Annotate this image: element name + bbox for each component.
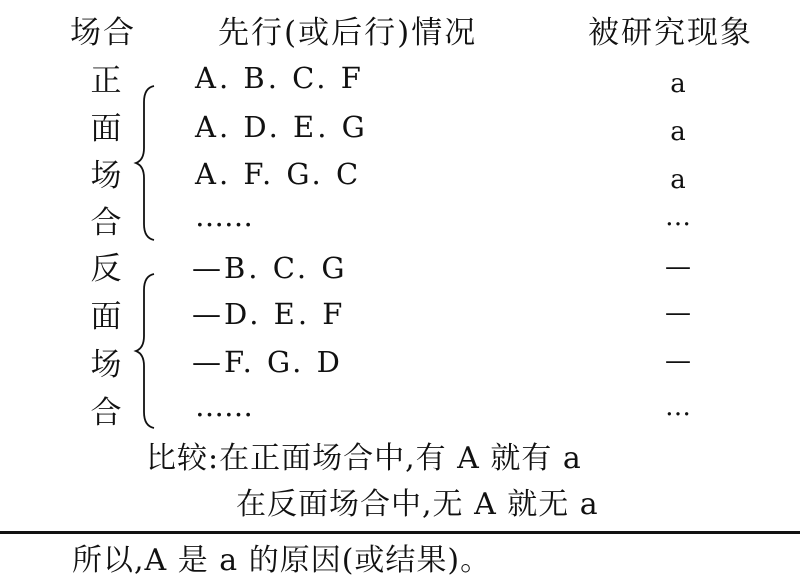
negative-case-row: —B. C. G xyxy=(192,251,348,285)
negative-label-char: 面 xyxy=(90,299,122,335)
divider-rule xyxy=(0,531,800,534)
negative-case-row: …… xyxy=(195,389,253,423)
positive-case-row: A. D. E. G xyxy=(195,110,368,144)
positive-case-row: A. B. C. F xyxy=(195,61,364,95)
negative-case-row: —D. E. F xyxy=(192,297,346,331)
positive-brace xyxy=(130,84,160,242)
positive-case-row: …… xyxy=(195,199,253,233)
positive-phenomenon: a xyxy=(670,117,686,147)
positive-case-row: A. F. G. C xyxy=(195,157,362,191)
positive-label-char: 面 xyxy=(90,111,122,147)
positive-label-char: 正 xyxy=(90,63,122,99)
negative-label-char: 合 xyxy=(90,395,122,431)
positive-phenomenon: … xyxy=(665,202,691,232)
header-occasion: 场合 xyxy=(70,15,136,51)
positive-label-char: 合 xyxy=(90,205,122,241)
negative-phenomenon: — xyxy=(665,346,691,376)
positive-phenomenon: a xyxy=(670,69,686,99)
negative-phenomenon: — xyxy=(665,298,691,328)
negative-case-row: —F. G. D xyxy=(192,345,343,379)
negative-phenomenon: … xyxy=(665,392,691,422)
header-circumstances: 先行(或后行)情况 xyxy=(218,15,478,51)
conclusion-text: 所以,A 是 a 的原因(或结果)。 xyxy=(72,543,492,578)
comparison-line-negative: 在反面场合中,无 A 就无 a xyxy=(236,487,599,522)
positive-label-char: 场 xyxy=(90,158,122,194)
negative-brace xyxy=(130,272,160,430)
comparison-line-positive: 比较:在正面场合中,有 A 就有 a xyxy=(146,441,582,476)
negative-label-char: 反 xyxy=(90,251,122,287)
negative-label-char: 场 xyxy=(90,347,122,383)
negative-phenomenon: — xyxy=(665,252,691,282)
positive-phenomenon: a xyxy=(670,165,686,195)
header-phenomenon: 被研究现象 xyxy=(588,15,753,51)
